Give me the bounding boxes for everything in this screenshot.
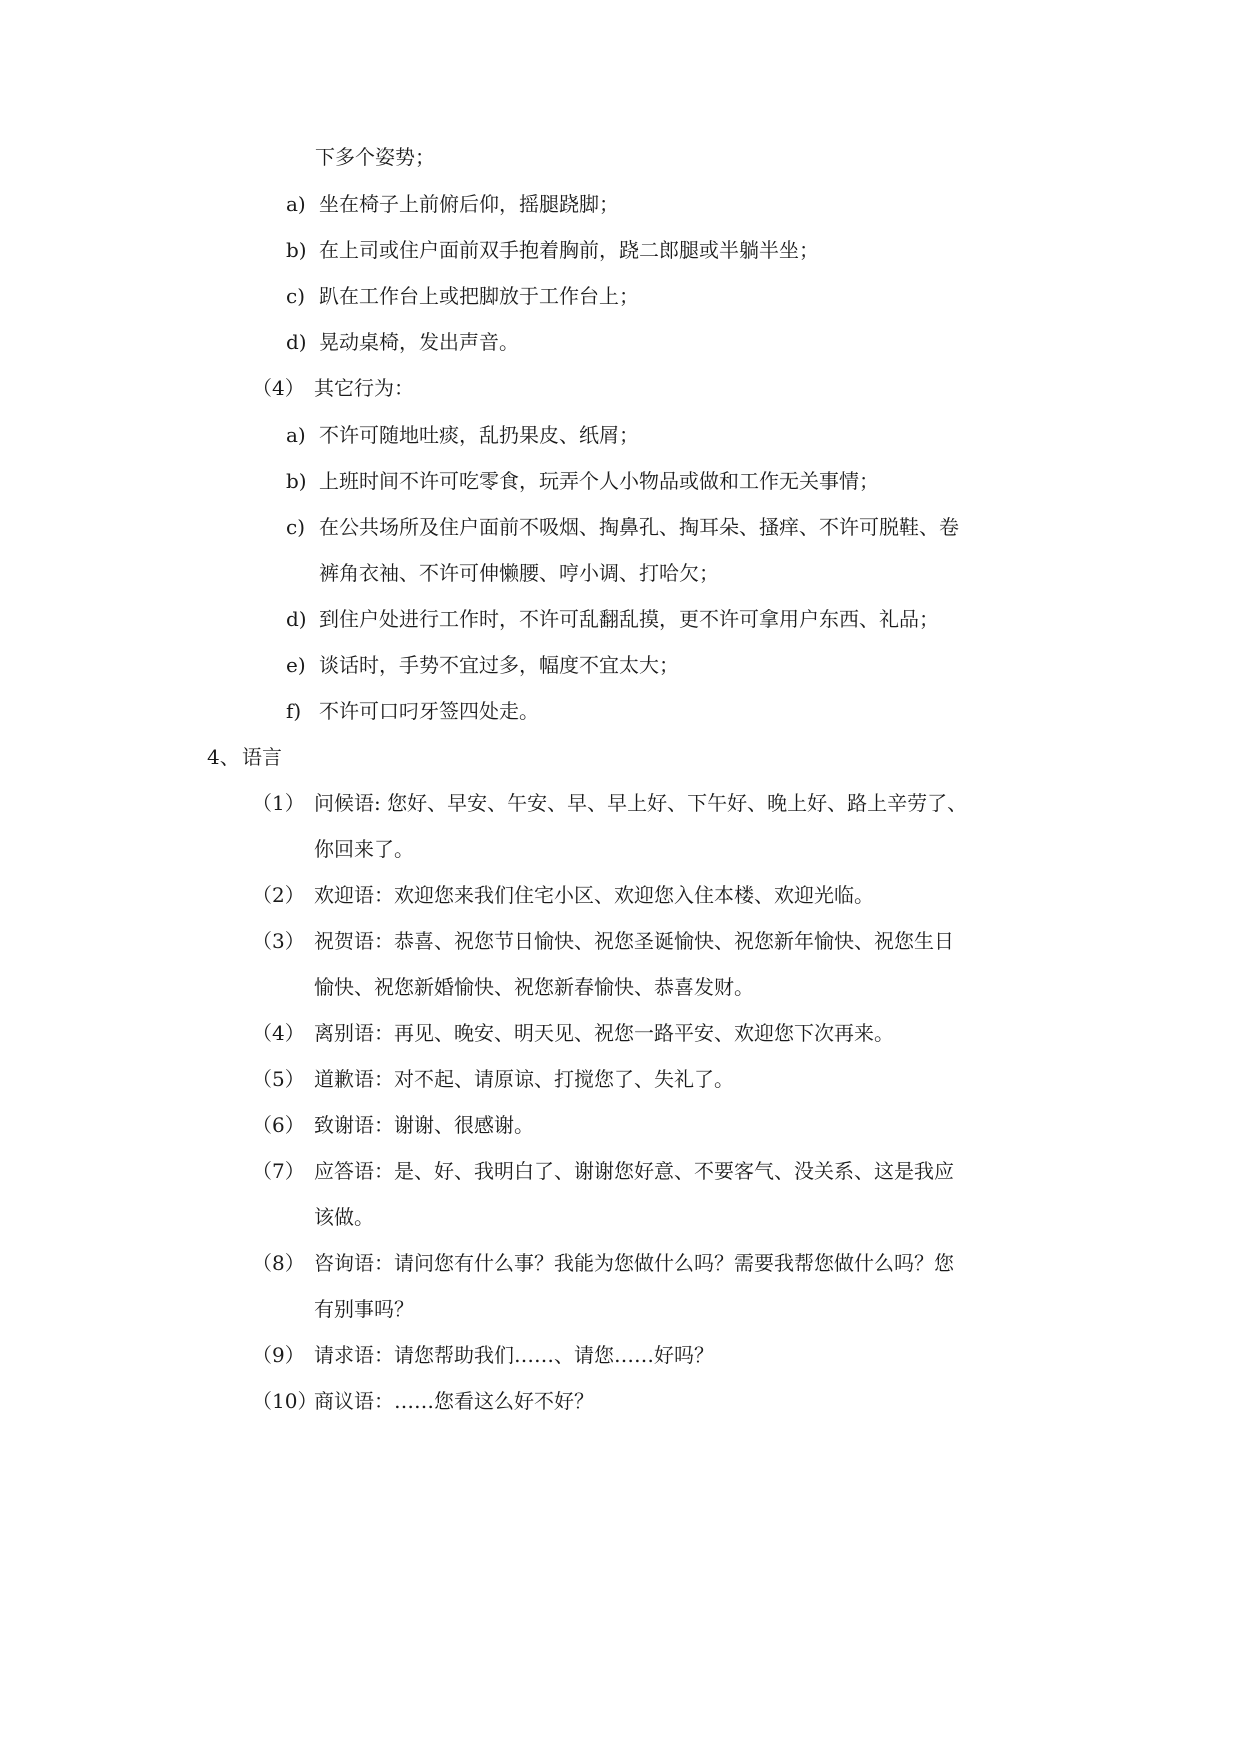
language-item-marker: （9） (252, 1343, 305, 1367)
list-item-marker: c) (286, 284, 306, 308)
list-item-text: 晃动桌椅，发出声音。 (319, 330, 519, 354)
list-item-text: 到住户处进行工作时，不许可乱翻乱摸，更不许可拿用户东西、礼品； (319, 607, 939, 631)
section-marker: （4） (252, 376, 305, 400)
language-item-text: 商议语：……您看这么好不好？ (314, 1389, 594, 1413)
section-heading: 语言 (242, 745, 282, 769)
list-item-text: 趴在工作台上或把脚放于工作台上； (319, 284, 639, 308)
list-item-text: 在公共场所及住户面前不吸烟、掏鼻孔、掏耳朵、搔痒、不许可脱鞋、卷 (319, 515, 959, 539)
list-item-marker: b) (286, 469, 307, 493)
language-item-text: 道歉语：对不起、请原谅、打搅您了、失礼了。 (314, 1067, 734, 1091)
language-item-marker: （5） (252, 1067, 305, 1091)
list-item-marker: b) (286, 238, 307, 262)
list-item-marker: a) (286, 423, 306, 447)
list-item-text: 上班时间不许可吃零食，玩弄个人小物品或做和工作无关事情； (319, 469, 879, 493)
list-item-text: 不许可随地吐痰，乱扔果皮、纸屑； (319, 423, 639, 447)
heading-number: 4、 (207, 745, 240, 769)
language-item-continuation: 你回来了。 (314, 837, 414, 861)
language-item-marker: （6） (252, 1113, 305, 1137)
list-item-marker: f) (286, 699, 302, 723)
language-item-continuation: 愉快、祝您新婚愉快、祝您新春愉快、恭喜发财。 (314, 975, 754, 999)
list-item-marker: c) (286, 515, 306, 539)
language-item-text: 致谢语：谢谢、很感谢。 (314, 1113, 534, 1137)
language-item-text: 应答语：是、好、我明白了、谢谢您好意、不要客气、没关系、这是我应 (314, 1159, 954, 1183)
list-item-text: 谈话时，手势不宜过多，幅度不宜太大； (319, 653, 679, 677)
language-item-text: 离别语：再见、晚安、明天见、祝您一路平安、欢迎您下次再来。 (314, 1021, 894, 1045)
list-item-text: 不许可口叼牙签四处走。 (319, 699, 539, 723)
list-item-text: 在上司或住户面前双手抱着胸前，跷二郎腿或半躺半坐； (319, 238, 819, 262)
list-item-continuation: 裤角衣袖、不许可伸懒腰、哼小调、打哈欠； (319, 561, 719, 585)
section-title: 其它行为： (314, 376, 414, 400)
language-item-text: 祝贺语：恭喜、祝您节日愉快、祝您圣诞愉快、祝您新年愉快、祝您生日 (314, 929, 954, 953)
list-item-marker: a) (286, 192, 306, 216)
list-item-text: 坐在椅子上前俯后仰，摇腿跷脚； (319, 192, 619, 216)
list-item-marker: d) (286, 607, 307, 631)
list-item-marker: d) (286, 330, 307, 354)
language-item-text: 问候语: 您好、早安、午安、早、早上好、下午好、晚上好、路上辛劳了、 (314, 791, 968, 815)
language-item-text: 欢迎语：欢迎您来我们住宅小区、欢迎您入住本楼、欢迎光临。 (314, 883, 874, 907)
language-item-continuation: 该做。 (314, 1205, 374, 1229)
language-item-marker: （1） (252, 791, 305, 815)
list-item-marker: e) (286, 653, 306, 677)
continuation-line: 下多个姿势； (315, 145, 435, 169)
language-item-continuation: 有别事吗？ (314, 1297, 414, 1321)
language-item-marker: （10） (252, 1389, 318, 1413)
language-item-marker: （3） (252, 929, 305, 953)
language-item-text: 请求语：请您帮助我们……、请您……好吗？ (314, 1343, 714, 1367)
language-item-text: 咨询语：请问您有什么事？我能为您做什么吗？需要我帮您做什么吗？您 (314, 1251, 954, 1275)
language-item-marker: （4） (252, 1021, 305, 1045)
language-item-marker: （2） (252, 883, 305, 907)
language-item-marker: （8） (252, 1251, 305, 1275)
language-item-marker: （7） (252, 1159, 305, 1183)
